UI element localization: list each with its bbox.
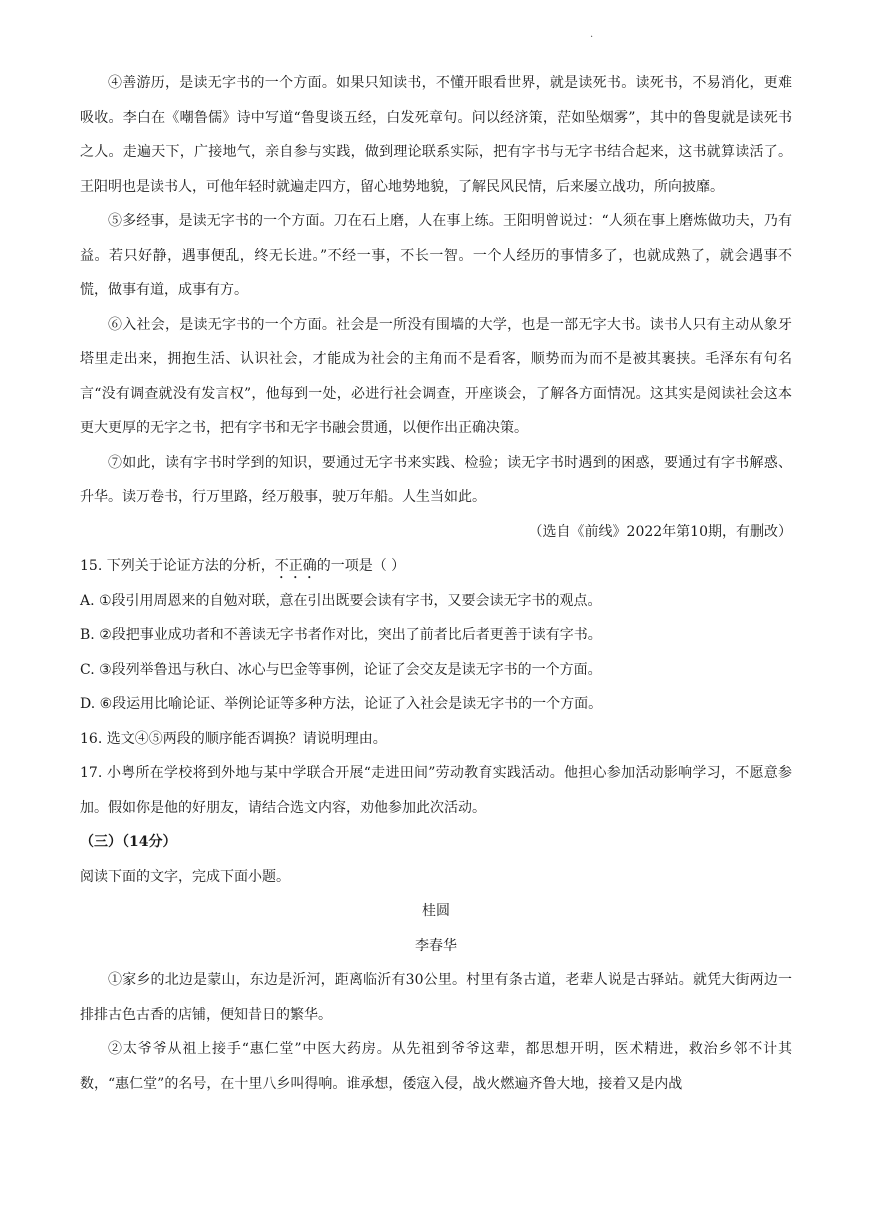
question-17: 17. 小粤所在学校将到外地与某中学联合开展“走进田间”劳动教育实践活动。他担心参加活动影响学习，不愿意参加。假如你是他的好朋友，请结合选文内容，劝他参加此次活动。 (80, 765, 792, 816)
paragraph-4: ④善游历，是读无字书的一个方面。如果只知读书，不懂开眼看世界，就是读死书。读死书，不易消化，更难吸收。李白在《嘲鲁儒》诗中写道“鲁叟谈五经，白发死章句。问以经济策，茫如坠烟雾”，其中的鲁叟就是读死书之人。走遍天下，广接地气，亲自参与实践，做到理论联系实际，把有字书与无字书结合起来，这书就算读活了。王阳明也是读书人，可他年轻时就遍走四方，留心地势地貌，了解民风民情，后来屡立战功，所向披靡。 (80, 75, 792, 195)
paragraph-5: ⑤多经事，是读无字书的一个方面。刀在石上磨，人在事上练。王阳明曾说过：“人须在事上磨炼做功夫，乃有益。若只好静，遇事便乱，终无长进。”不经一事，不长一智。一个人经历的事情多了，也就成熟了，就会遇事不慌，做事有道，成事有方。 (80, 213, 792, 298)
option-a: A. ①段引用周恩来的自勉对联，意在引出既要会读有字书，又要会读无字书的观点。 (80, 592, 602, 609)
top-mark: . (590, 29, 594, 40)
question-15-emphasis: 不正确 (274, 558, 317, 574)
article-paragraph-2: ②太爷爷从祖上接手“惠仁堂”中医大药房。从先祖到爷爷这辈，都思想开明，医术精进，救治乡邻不计其数，“惠仁堂”的名号，在十里八乡叫得响。谁承想，倭寇入侵，战火燃遍齐鲁大地，接着又是内战 (80, 1041, 792, 1092)
reading-instruction: 阅读下面的文字，完成下面小题。 (80, 868, 290, 885)
section-heading: （三）（14分） (80, 834, 177, 850)
option-d: D. ⑥段运用比喻论证、举例论证等多种方法，论证了入社会是读无字书的一个方面。 (80, 696, 603, 712)
question-16: 16. 选文④⑤两段的顺序能否调换？请说明理由。 (80, 730, 387, 747)
source-citation: （选自《前线》2022年第10期，有删改） (528, 523, 792, 540)
question-15-blank: 的一项是（ ） (316, 558, 406, 574)
article-paragraph-1: ①家乡的北边是蒙山，东边是沂河，距离临沂有30公里。村里有条古道，老辈人说是古驿站。就凭大街两边一排排古色古香的店铺，便知昔日的繁华。 (80, 972, 792, 1023)
option-c: C. ③段列举鲁迅与秋白、冰心与巴金等事例，论证了会交友是读无字书的一个方面。 (80, 661, 602, 678)
option-b: B. ②段把事业成功者和不善读无字书者作对比，突出了前者比后者更善于读有字书。 (80, 627, 602, 643)
article-author: 李春华 (415, 937, 457, 954)
question-15-text: 15. 下列关于论证方法的分析， (80, 558, 275, 574)
paragraph-7: ⑦如此，读有字书时学到的知识，要通过无字书来实践、检验；读无字书时遇到的困惑，要通过有字书解惑、升华。读万卷书，行万里路，经万般事，驶万年船。人生当如此。 (80, 454, 792, 505)
document-page (80, 66, 792, 1101)
question-15 (80, 549, 792, 584)
paragraph-6: ⑥入社会，是读无字书的一个方面。社会是一所没有围墙的大学，也是一部无字大书。读书人只有主动从象牙塔里走出来，拥抱生活、认识社会，才能成为社会的主角而不是看客，顺势而为而不是被其裹挟。毛泽东有句名言“没有调查就没有发言权”，他每到一处，必进行社会调查，开座谈会，了解各方面情况。这其实是阅读社会这本更大更厚的无字之书，把有字书和无字书融会贯通，以便作出正确决策。 (80, 316, 792, 436)
article-title: 桂圆 (422, 903, 450, 919)
